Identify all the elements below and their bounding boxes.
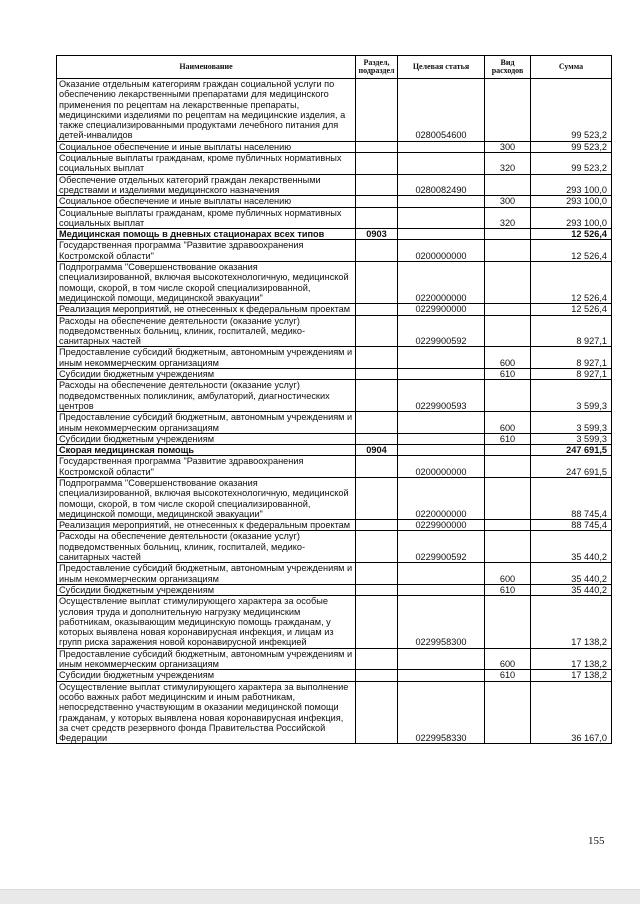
row-article-cell	[398, 153, 485, 175]
row-name-cell: Осуществление выплат стимулирующего характера за особые условия труда и дополнительную нагрузку медицинским работникам, оказывающим медицинскую помощь гражданам, у которых выявлена новая коронавирусная инфекция, и лицам из групп риска заражения новой коронавирусной инфекцией	[57, 596, 356, 648]
row-article-cell	[398, 207, 485, 229]
table-row	[57, 207, 612, 229]
row-expense-cell: 320	[485, 153, 531, 175]
row-sum-cell: 247 691,5	[531, 445, 612, 456]
row-section-cell	[356, 315, 398, 347]
row-article-cell	[398, 445, 485, 456]
row-article-cell: 0229900000	[398, 520, 485, 531]
row-expense-cell: 320	[485, 207, 531, 229]
table-row	[57, 304, 612, 315]
table-body	[57, 79, 612, 744]
row-name-cell: Предоставление субсидий бюджетным, автономным учреждениям и иным некоммерческим организациям	[57, 563, 356, 585]
table-row	[57, 648, 612, 670]
header-section: Раздел, подраздел	[356, 56, 398, 79]
row-expense-cell	[485, 304, 531, 315]
row-article-cell	[398, 347, 485, 369]
row-name-cell: Предоставление субсидий бюджетным, автономным учреждениям и иным некоммерческим организациям	[57, 347, 356, 369]
table-row	[57, 240, 612, 262]
row-sum-cell: 293 100,0	[531, 196, 612, 207]
row-article-cell	[398, 563, 485, 585]
row-name-cell: Осуществление выплат стимулирующего характера за выполнение особо важных работ медицинским и иным работникам, непосредственно участвующим в оказании медицинской помощи гражданам, у которых выявлена новая коронавирусная инфекция, за счет средств резервного фонда Правительства Российской Федерации	[57, 681, 356, 744]
page-number: 155	[588, 835, 605, 847]
row-article-cell	[398, 584, 485, 595]
row-article-cell: 0229900593	[398, 380, 485, 412]
row-sum-cell: 12 526,4	[531, 229, 612, 240]
row-section-cell	[356, 207, 398, 229]
row-expense-cell	[485, 315, 531, 347]
row-expense-cell: 300	[485, 196, 531, 207]
table-row	[57, 380, 612, 412]
table-row	[57, 563, 612, 585]
header-article: Целевая статья	[398, 56, 485, 79]
row-name-cell: Расходы на обеспечение деятельности (оказание услуг) подведомственных поликлиник, амбулаторий, диагностических центров	[57, 380, 356, 412]
row-sum-cell: 35 440,2	[531, 563, 612, 585]
row-expense-cell	[485, 477, 531, 519]
table-row	[57, 670, 612, 681]
row-sum-cell: 35 440,2	[531, 531, 612, 563]
row-section-cell: 0904	[356, 445, 398, 456]
row-expense-cell: 610	[485, 584, 531, 595]
row-section-cell	[356, 262, 398, 304]
row-section-cell	[356, 369, 398, 380]
table-row	[57, 433, 612, 444]
row-article-cell: 0229958300	[398, 596, 485, 648]
row-article-cell	[398, 196, 485, 207]
row-name-cell: Субсидии бюджетным учреждениям	[57, 670, 356, 681]
row-expense-cell: 610	[485, 670, 531, 681]
row-expense-cell: 600	[485, 412, 531, 434]
row-section-cell	[356, 531, 398, 563]
row-section-cell	[356, 433, 398, 444]
row-section-cell	[356, 240, 398, 262]
row-article-cell: 0280054600	[398, 79, 485, 142]
row-name-cell: Предоставление субсидий бюджетным, автономным учреждениям и иным некоммерческим организациям	[57, 648, 356, 670]
row-expense-cell	[485, 79, 531, 142]
row-article-cell	[398, 229, 485, 240]
row-article-cell: 0200000000	[398, 240, 485, 262]
table-row	[57, 141, 612, 152]
row-sum-cell: 88 745,4	[531, 477, 612, 519]
row-name-cell: Субсидии бюджетным учреждениям	[57, 584, 356, 595]
row-expense-cell: 610	[485, 369, 531, 380]
row-name-cell: Социальные выплаты гражданам, кроме публичных нормативных социальных выплат	[57, 207, 356, 229]
row-sum-cell: 247 691,5	[531, 456, 612, 478]
row-expense-cell: 600	[485, 347, 531, 369]
row-name-cell: Субсидии бюджетным учреждениям	[57, 433, 356, 444]
row-sum-cell: 99 523,2	[531, 153, 612, 175]
row-sum-cell: 17 138,2	[531, 670, 612, 681]
table-row	[57, 456, 612, 478]
table-row	[57, 477, 612, 519]
table-row	[57, 584, 612, 595]
row-sum-cell: 293 100,0	[531, 174, 612, 196]
row-section-cell	[356, 563, 398, 585]
row-expense-cell	[485, 531, 531, 563]
row-sum-cell: 12 526,4	[531, 240, 612, 262]
row-expense-cell	[485, 229, 531, 240]
row-sum-cell: 99 523,2	[531, 141, 612, 152]
row-section-cell	[356, 79, 398, 142]
row-expense-cell	[485, 262, 531, 304]
row-section-cell	[356, 520, 398, 531]
row-name-cell: Реализация мероприятий, не отнесенных к федеральным проектам	[57, 304, 356, 315]
row-sum-cell: 36 167,0	[531, 681, 612, 744]
row-name-cell: Скорая медицинская помощь	[57, 445, 356, 456]
table-row	[57, 262, 612, 304]
table-row	[57, 347, 612, 369]
row-name-cell: Социальное обеспечение и иные выплаты населению	[57, 141, 356, 152]
row-section-cell	[356, 670, 398, 681]
row-section-cell	[356, 141, 398, 152]
row-name-cell: Расходы на обеспечение деятельности (оказание услуг) подведомственных больниц, клиник, госпиталей, медико-санитарных частей	[57, 531, 356, 563]
row-expense-cell	[485, 456, 531, 478]
row-sum-cell: 3 599,3	[531, 412, 612, 434]
row-expense-cell	[485, 681, 531, 744]
row-article-cell	[398, 412, 485, 434]
row-name-cell: Расходы на обеспечение деятельности (оказание услуг) подведомственных больниц, клиник, госпиталей, медико-санитарных частей	[57, 315, 356, 347]
table-header-row	[57, 56, 612, 79]
row-sum-cell: 8 927,1	[531, 369, 612, 380]
row-expense-cell	[485, 174, 531, 196]
table-row	[57, 412, 612, 434]
row-name-cell: Подпрограмма "Совершенствование оказания специализированной, включая высокотехнологичную, медицинской помощи, скорой, в том числе скорой специализированной, медицинской помощи, медицинской эвакуации"	[57, 477, 356, 519]
table-row	[57, 153, 612, 175]
table-row	[57, 79, 612, 142]
row-expense-cell	[485, 596, 531, 648]
table-row	[57, 596, 612, 648]
row-expense-cell: 300	[485, 141, 531, 152]
row-name-cell: Оказание отдельным категориям граждан социальной услуги по обеспечению лекарственными препаратами для медицинского применения по рецептам на лекарственные препараты, медицинскими изделиями по рецептам на медицинские изделия, а также специализированными продуктами лечебного питания для детей-инвалидов	[57, 79, 356, 142]
row-article-cell	[398, 141, 485, 152]
row-article-cell: 0229900592	[398, 531, 485, 563]
row-article-cell: 0280082490	[398, 174, 485, 196]
row-section-cell	[356, 412, 398, 434]
row-sum-cell: 17 138,2	[531, 596, 612, 648]
row-article-cell: 0229900000	[398, 304, 485, 315]
row-name-cell: Реализация мероприятий, не отнесенных к федеральным проектам	[57, 520, 356, 531]
row-name-cell: Государственная программа "Развитие здравоохранения Костромской области"	[57, 456, 356, 478]
row-name-cell: Социальное обеспечение и иные выплаты населению	[57, 196, 356, 207]
page-bottom-strip	[0, 889, 640, 904]
row-article-cell	[398, 670, 485, 681]
row-article-cell: 0220000000	[398, 477, 485, 519]
table-row	[57, 174, 612, 196]
row-sum-cell: 3 599,3	[531, 380, 612, 412]
row-section-cell	[356, 153, 398, 175]
row-expense-cell: 600	[485, 648, 531, 670]
row-article-cell: 0220000000	[398, 262, 485, 304]
header-name: Наименование	[57, 56, 356, 79]
row-name-cell: Субсидии бюджетным учреждениям	[57, 369, 356, 380]
row-article-cell	[398, 369, 485, 380]
row-section-cell	[356, 174, 398, 196]
table-row	[57, 196, 612, 207]
row-article-cell	[398, 433, 485, 444]
row-section-cell	[356, 196, 398, 207]
row-sum-cell: 8 927,1	[531, 315, 612, 347]
row-name-cell: Государственная программа "Развитие здравоохранения Костромской области"	[57, 240, 356, 262]
row-section-cell	[356, 347, 398, 369]
row-section-cell	[356, 648, 398, 670]
row-article-cell: 0229958330	[398, 681, 485, 744]
header-sum: Сумма	[531, 56, 612, 79]
table-row	[57, 229, 612, 240]
row-expense-cell: 610	[485, 433, 531, 444]
header-expense: Вид расходов	[485, 56, 531, 79]
row-section-cell	[356, 681, 398, 744]
table-row	[57, 315, 612, 347]
row-sum-cell: 293 100,0	[531, 207, 612, 229]
row-name-cell: Социальные выплаты гражданам, кроме публичных нормативных социальных выплат	[57, 153, 356, 175]
table-row	[57, 369, 612, 380]
table-row	[57, 681, 612, 744]
row-name-cell: Предоставление субсидий бюджетным, автономным учреждениям и иным некоммерческим организациям	[57, 412, 356, 434]
row-article-cell: 0200000000	[398, 456, 485, 478]
table-row	[57, 520, 612, 531]
row-expense-cell: 600	[485, 563, 531, 585]
budget-table	[56, 55, 612, 744]
row-sum-cell: 99 523,2	[531, 79, 612, 142]
table-row	[57, 531, 612, 563]
row-expense-cell	[485, 380, 531, 412]
row-expense-cell	[485, 240, 531, 262]
row-sum-cell: 8 927,1	[531, 347, 612, 369]
row-sum-cell: 88 745,4	[531, 520, 612, 531]
row-section-cell	[356, 456, 398, 478]
table-row	[57, 445, 612, 456]
row-sum-cell: 17 138,2	[531, 648, 612, 670]
row-section-cell	[356, 584, 398, 595]
row-section-cell	[356, 304, 398, 315]
row-section-cell	[356, 380, 398, 412]
row-sum-cell: 35 440,2	[531, 584, 612, 595]
row-name-cell: Обеспечение отдельных категорий граждан лекарственными средствами и изделиями медицинского назначения	[57, 174, 356, 196]
row-expense-cell	[485, 520, 531, 531]
row-section-cell: 0903	[356, 229, 398, 240]
row-sum-cell: 12 526,4	[531, 262, 612, 304]
row-name-cell: Подпрограмма "Совершенствование оказания специализированной, включая высокотехнологичную, медицинской помощи, скорой, в том числе скорой специализированной, медицинской помощи, медицинской эвакуации"	[57, 262, 356, 304]
row-name-cell: Медицинская помощь в дневных стационарах всех типов	[57, 229, 356, 240]
row-article-cell	[398, 648, 485, 670]
row-sum-cell: 12 526,4	[531, 304, 612, 315]
row-sum-cell: 3 599,3	[531, 433, 612, 444]
row-expense-cell	[485, 445, 531, 456]
row-section-cell	[356, 477, 398, 519]
row-section-cell	[356, 596, 398, 648]
row-article-cell: 0229900592	[398, 315, 485, 347]
